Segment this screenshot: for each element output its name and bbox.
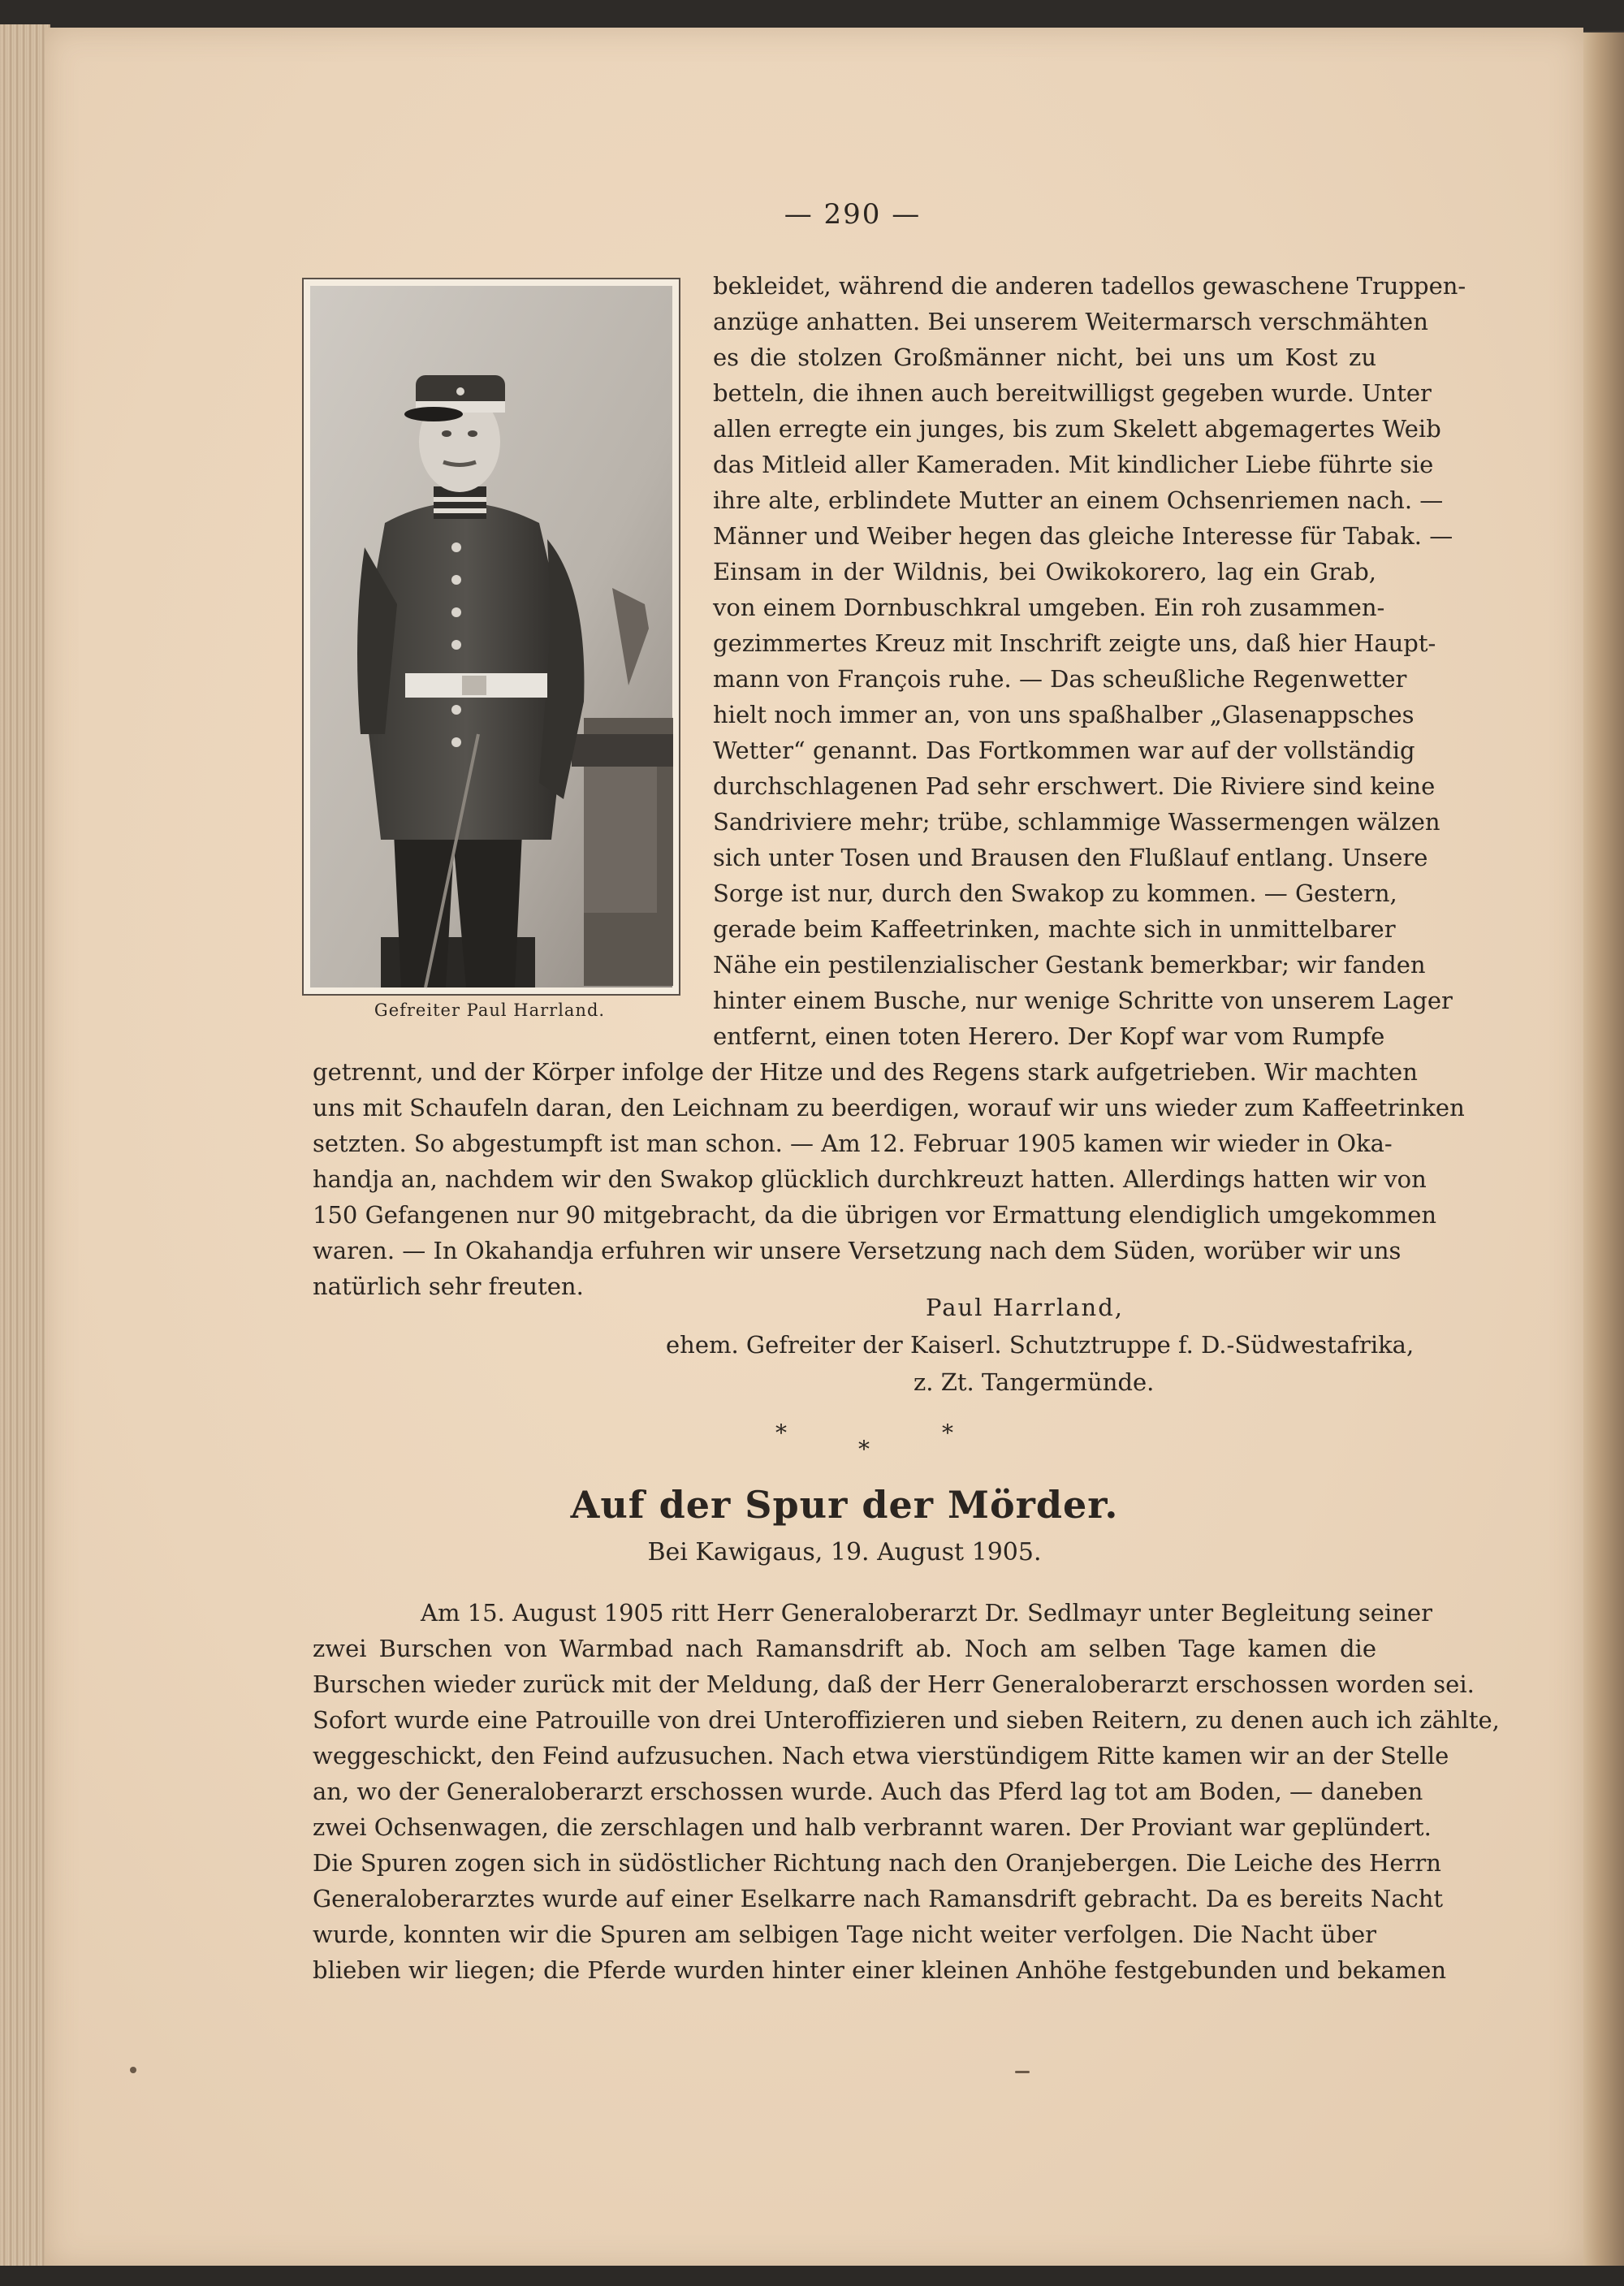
text-line: bekleidet, während die anderen tadellos gewaschene Truppen- — [713, 272, 1466, 300]
text-line: ihre alte, erblindete Mutter an einem Ochsenriemen nach. — — [713, 486, 1444, 514]
signature-location: z. Zt. Tangermünde. — [914, 1368, 1155, 1396]
text-line: anzüge anhatten. Bei unserem Weitermarsch verschmähten — [713, 308, 1428, 335]
text-line: weggeschickt, den Feind aufzusuchen. Nach etwa vierstündigem Ritte kamen wir an der Stelle — [313, 1742, 1449, 1770]
text-line: von einem Dornbuschkral umgeben. Ein roh zusammen- — [713, 594, 1385, 621]
text-line: allen erregte ein junges, bis zum Skelett abgemagertes Weib — [713, 415, 1441, 443]
text-line: setzten. So abgestumpft ist man schon. — Am 12. Februar 1905 kamen wir wieder in Oka- — [313, 1130, 1393, 1157]
text-line: es die stolzen Großmänner nicht, bei uns um Kost zu — [713, 344, 1376, 371]
book-gutter-right — [1583, 32, 1624, 2286]
article2-subtitle: Bei Kawigaus, 19. August 1905. — [647, 1538, 1042, 1566]
text-line: waren. — In Okahandja erfuhren wir unsere Versetzung nach dem Süden, worüber wir uns — [313, 1237, 1402, 1264]
paper-speck — [130, 2067, 136, 2073]
soldier-photograph — [302, 278, 680, 996]
text-line: das Mitleid aller Kameraden. Mit kindlicher Liebe führte sie — [713, 451, 1434, 478]
separator-asterisk: * — [942, 1420, 953, 1446]
text-line: handja an, nachdem wir den Swakop glücklich durchkreuzt hatten. Allerdings hatten wir von — [313, 1165, 1427, 1193]
text-line: wurde, konnten wir die Spuren am selbigen Tage nicht weiter verfolgen. Die Nacht über — [313, 1921, 1376, 1948]
paper-speck — [1015, 2071, 1030, 2073]
text-line: zwei Burschen von Warmbad nach Ramansdrift ab. Noch am selben Tage kamen die — [313, 1635, 1376, 1662]
text-line: 150 Gefangenen nur 90 mitgebracht, da die übrigen vor Ermattung elendiglich umgekommen — [313, 1201, 1437, 1229]
text-line: getrennt, und der Körper infolge der Hitze und des Regens stark aufgetrieben. Wir machten — [313, 1058, 1418, 1086]
text-line: Nähe ein pestilenzialischer Gestank bemerkbar; wir fanden — [713, 951, 1426, 979]
text-line: Sorge ist nur, durch den Swakop zu kommen. — Gestern, — [713, 879, 1397, 907]
text-line: hinter einem Busche, nur wenige Schritte von unserem Lager — [713, 987, 1453, 1014]
separator-asterisk: * — [858, 1436, 870, 1463]
signature-name: Paul Harrland, — [926, 1294, 1124, 1321]
page-number: — 290 — — [784, 198, 922, 231]
text-line: zwei Ochsenwagen, die zerschlagen und halb verbrannt waren. Der Proviant war geplündert. — [313, 1813, 1432, 1841]
text-line: hielt noch immer an, von uns spaßhalber „Glasenappsches — [713, 701, 1415, 728]
text-line: uns mit Schaufeln daran, den Leichnam zu beerdigen, worauf wir uns wieder zum Kaffeetrinken — [313, 1094, 1465, 1121]
text-line: Wetter“ genannt. Das Fortkommen war auf der vollständig — [713, 737, 1415, 764]
separator-asterisk: * — [775, 1420, 787, 1446]
signature-rank: ehem. Gefreiter der Kaiserl. Schutztruppe f. D.-Südwestafrika, — [666, 1331, 1415, 1359]
text-line: Männer und Weiber hegen das gleiche Interesse für Tabak. — — [713, 522, 1453, 550]
text-line: Sofort wurde eine Patrouille von drei Unteroffizieren und sieben Reitern, zu denen auch ich zählte, — [313, 1706, 1500, 1734]
text-line: entfernt, einen toten Herero. Der Kopf war vom Rumpfe — [713, 1022, 1385, 1050]
text-line: durchschlagenen Pad sehr erschwert. Die Riviere sind keine — [713, 772, 1436, 800]
text-line: Einsam in der Wildnis, bei Owikokorero, lag ein Grab, — [713, 558, 1376, 586]
text-line: Sandriviere mehr; trübe, schlammige Wassermengen wälzen — [713, 808, 1440, 836]
photo-caption: Gefreiter Paul Harrland. — [374, 1000, 606, 1020]
text-line: an, wo der Generaloberarzt erschossen wurde. Auch das Pferd lag tot am Boden, — daneben — [313, 1778, 1423, 1805]
text-line: Am 15. August 1905 ritt Herr Generaloberarzt Dr. Sedlmayr unter Begleitung seiner — [421, 1599, 1432, 1627]
text-line: natürlich sehr freuten. — [313, 1273, 584, 1300]
text-line: Burschen wieder zurück mit der Meldung, daß der Herr Generaloberarzt erschossen worden sei. — [313, 1670, 1475, 1698]
text-line: betteln, die ihnen auch bereitwilligst gegeben wurde. Unter — [713, 379, 1432, 407]
text-line: Die Spuren zogen sich in südöstlicher Richtung nach den Oranjebergen. Die Leiche des Herrn — [313, 1849, 1441, 1877]
scan-border-top — [0, 0, 1624, 31]
article2-title: Auf der Spur der Mörder. — [570, 1483, 1119, 1527]
page-stack-edge — [0, 24, 50, 2286]
text-line: mann von François ruhe. — Das scheußliche Regenwetter — [713, 665, 1407, 693]
text-line: gezimmertes Kreuz mit Inschrift zeigte uns, daß hier Haupt- — [713, 629, 1436, 657]
scan-border-bottom — [0, 2266, 1624, 2286]
text-line: blieben wir liegen; die Pferde wurden hinter einer kleinen Anhöhe festgebunden und bekamen — [313, 1956, 1447, 1984]
text-line: Generaloberarztes wurde auf einer Eselkarre nach Ramansdrift gebracht. Da es bereits Nacht — [313, 1885, 1444, 1912]
text-line: gerade beim Kaffeetrinken, machte sich in unmittelbarer — [713, 915, 1396, 943]
soldier-portrait-image — [304, 279, 679, 994]
text-line: sich unter Tosen und Brausen den Flußlauf entlang. Unsere — [713, 844, 1428, 871]
